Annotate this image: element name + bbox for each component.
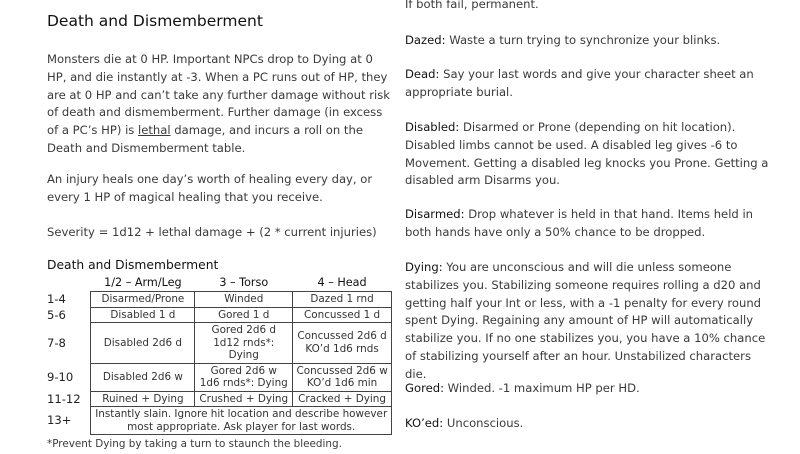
row-range: 5-6 — [47, 307, 66, 322]
def-gored: Winded. -1 maximum HP per HD. — [444, 381, 640, 395]
cell-arm: Ruined + Dying — [91, 391, 195, 407]
cell-head: Cracked + Dying — [293, 391, 392, 407]
table-row — [47, 391, 392, 407]
header-arm-leg: 1/2 – Arm/Leg — [104, 276, 182, 289]
term-disabled: Disabled: — [405, 120, 460, 134]
glossary-disabled — [405, 119, 775, 190]
cell-head: Dazed 1 rnd — [293, 292, 392, 308]
header-head: 4 – Head — [317, 276, 367, 289]
glossary-dying — [405, 259, 775, 384]
cell-instant-slain: Instantly slain. Ignore hit location and describe however most appropriate. Ask player for last words. — [91, 407, 392, 435]
glossary-gored — [405, 380, 775, 398]
term-dying: Dying: — [405, 260, 443, 274]
table-header-row — [47, 276, 392, 292]
row-range: 11-12 — [47, 391, 81, 406]
cell-arm: Disabled 2d6 d — [91, 323, 195, 364]
term-dazed: Dazed: — [405, 33, 446, 47]
table-row — [47, 307, 392, 323]
term-disarmed: Disarmed: — [405, 207, 465, 221]
glossary-dead — [405, 66, 775, 102]
table-row — [47, 407, 392, 435]
cell-arm: Disabled 2d6 w — [91, 363, 195, 391]
row-range: 1-4 — [47, 292, 66, 306]
cell-torso: Gored 2d6 w 1d6 rnds*: Dying — [195, 363, 293, 391]
cell-torso: Winded — [195, 292, 293, 308]
row-range: 13+ — [47, 413, 72, 428]
def-dead: Say your last words and give your character sheet an appropriate burial. — [405, 67, 754, 99]
table-row — [47, 292, 392, 308]
cell-head: Concussed 1 d — [293, 307, 392, 323]
header-torso: 3 – Torso — [219, 276, 269, 289]
def-dying: You are unconscious and will die unless someone stabilizes you. Stabilizing someone requires rolling a d20 and getting half your Int or less, with a -1 penalty for every round spent Dying. Regaining any amount of HP will automatically stabilize you. If no one stabilizes you, you have a 10% chance of stabilizing yourself after an hour. Unstabilized characters die. — [405, 260, 766, 381]
term-koed: KO’ed: — [405, 416, 444, 430]
def-disabled: Disarmed or Prone (depending on hit location). Disabled limbs cannot be used. A disabled leg gives -6 to Movement. Getting a disabled leg knocks you Prone. Getting a disabled arm Disarms you. — [405, 120, 769, 188]
table-footnote: *Prevent Dying by taking a turn to staunch the bleeding. — [47, 438, 342, 450]
def-koed: Unconscious. — [443, 416, 524, 430]
death-dismemberment-table — [47, 276, 392, 435]
cell-torso: Gored 1 d — [195, 307, 293, 323]
row-range: 7-8 — [47, 335, 66, 350]
glossary-dazed — [405, 32, 775, 50]
cell-head: Concussed 2d6 d KO’d 1d6 rnds — [293, 323, 392, 364]
section-title: Death and Dismemberment — [47, 12, 263, 30]
table-row — [47, 363, 392, 391]
def-disarmed: Drop whatever is held in that hand. Items held in both hands have only a 50% chance to be dropped. — [405, 207, 754, 239]
healing-paragraph: An injury heals one day’s worth of healing every day, or every 1 HP of magical healing that you receive. — [47, 172, 373, 204]
cell-torso: Crushed + Dying — [195, 391, 293, 407]
row-range: 9-10 — [47, 369, 74, 384]
cell-arm: Disabled 1 d — [91, 307, 195, 323]
def-dazed: Waste a turn trying to synchronize your blinks. — [445, 33, 721, 47]
continued-fragment: If both fail, permanent. — [405, 0, 539, 11]
table-title: Death and Dismemberment — [47, 258, 219, 272]
glossary-disarmed — [405, 206, 775, 242]
cell-arm: Disarmed/Prone — [91, 292, 195, 308]
glossary-koed — [405, 415, 775, 433]
intro-text-b: damage, and incurs a roll on the Death and Dismemberment table. — [47, 123, 363, 155]
header-range — [47, 276, 91, 292]
table-row — [47, 323, 392, 364]
term-gored: Gored: — [405, 381, 444, 395]
severity-formula: Severity = 1d12 + lethal damage + (2 * current injuries) — [47, 225, 377, 239]
term-dead: Dead: — [405, 67, 440, 81]
intro-paragraph — [47, 51, 392, 158]
lethal-term: lethal — [138, 123, 171, 138]
cell-head: Concussed 2d6 w KO’d 1d6 min — [293, 363, 392, 391]
intro-text-a: Monsters die at 0 HP. Important NPCs drop to Dying at 0 HP, and die instantly at -3. When a PC runs out of HP, they are at 0 HP and can’t take any further damage without risk of death and dismemberment. Further damage (in excess of a PC’s HP) is — [47, 52, 390, 138]
cell-torso: Gored 2d6 d 1d12 rnds*: Dying — [195, 323, 293, 364]
